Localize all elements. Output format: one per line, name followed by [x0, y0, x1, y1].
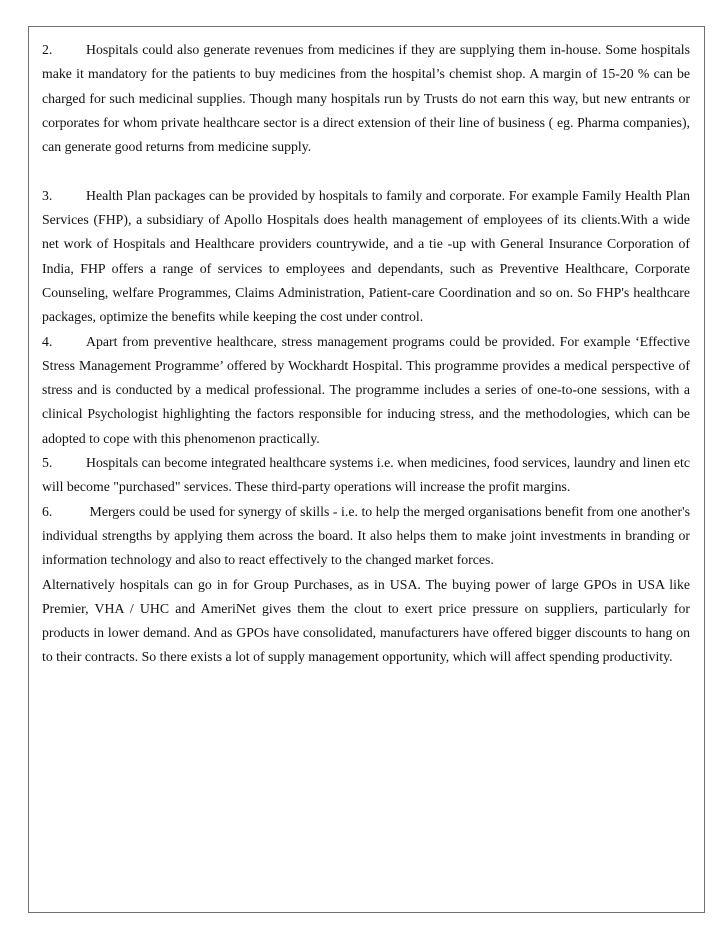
closing-paragraph: Alternatively hospitals can go in for Group Purchases, as in USA. The buying power of large GPOs in USA like Premier, VHA / UHC and AmeriNet gives them the clout to exert price pressure on suppliers, particularly for products in lower demand. And as GPOs have consolidated, manufacturers have offered bigger discounts to hang on to their contracts. So there exists a lot of supply management opportunity, which will affect spending productivity. — [42, 576, 690, 665]
numbered-paragraph — [42, 451, 690, 500]
paragraph-text: Apart from preventive healthcare, stress management programs could be provided. For example ‘Effective Stress Management Programme’ offered by Wockhardt Hospital. This programme provides a medical perspective of stress and is conducted by a medical professional. The programme includes a series of one-to-one sessions, with a clinical Psychologist highlighting the factors responsible for inducing stress, and the methodologies, which can be adopted to cope with this phenomenon practically. — [42, 333, 690, 446]
paragraph-text: Health Plan packages can be provided by hospitals to family and corporate. For example Family Health Plan Services (FHP), a subsidiary of Apollo Hospitals does health management of employees of its clients.With a wide net work of Hospitals and Healthcare providers countrywide, and a tie -up with General Insurance Corporation of India, FHP offers a range of services to employees and dependants, such as Preventive Healthcare, Corporate Counseling, welfare Programmes, Claims Administration, Patient-care Coordination and so on. So FHP's healthcare packages, optimize the benefits while keeping the cost under control. — [42, 187, 690, 325]
paragraph-number: 6. — [42, 503, 53, 519]
numbered-paragraph — [42, 38, 690, 159]
paragraph-text: Mergers could be used for synergy of skills - i.e. to help the merged organisations benefit from one another's individual strengths by applying them across the board. It also helps them to make joint investments in branding or information technology and also to react effectively to the changed market forces. — [42, 503, 690, 568]
paragraph-number: 4. — [42, 333, 53, 349]
numbered-paragraph — [42, 500, 690, 573]
paragraph-number: 5. — [42, 455, 53, 471]
document-body — [42, 38, 690, 670]
paragraph-number: 3. — [42, 187, 53, 203]
paragraph-number: 2. — [42, 42, 53, 57]
numbered-paragraph — [42, 184, 690, 330]
paragraph-text: Hospitals could also generate revenues from medicines if they are supplying them in-house. Some hospitals make it mandatory for the patients to buy medicines from the hospital’s chemist shop. A margin of 15-20 % can be charged for such medicinal supplies. Though many hospitals run by Trusts do not earn this way, but new entrants or corporates for whom private healthcare sector is a direct extension of their line of business ( eg. Pharma companies), can generate good returns from medicine supply. — [42, 42, 690, 155]
paragraph-text: Hospitals can become integrated healthcare systems i.e. when medicines, food services, laundry and linen etc will become "purchased" services. These third-party operations will increase the profit margins. — [42, 455, 690, 495]
numbered-paragraph — [42, 330, 690, 451]
